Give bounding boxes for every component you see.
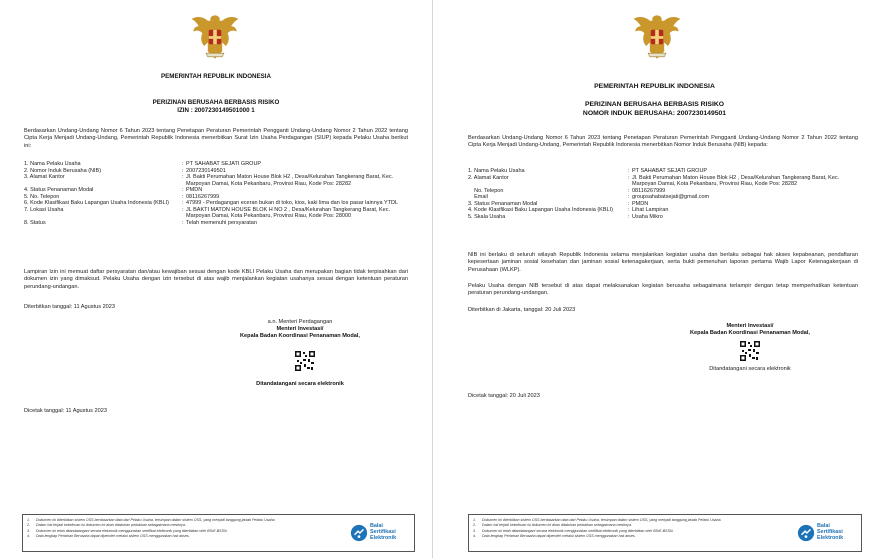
bsre-badge (797, 522, 853, 546)
field-value: Jl. Bakti Perumahan Maton House Blok H2 , Desa/Kelurahan Tangkerang Barat, Kec. Marpoyan Damai, Kota Pekanbaru, Provinsi Riau, Kode Pos: 28282 (632, 174, 840, 187)
attachment-note: Lampiran Izin ini memuat daftar persyaratan dan/atau kewajiban sesuai dengan kode KBLI Pelaku Usaha dan merupakan bagian tidak terpisahkan dari dokumen izin yang dimaksud. Pelaku Usaha dengan izin tersebut di atas wajib menjalankan kegiatan usahanya sesuai dengan ketentuan peraturan perundang-undangan. (24, 269, 408, 290)
field-label: 1. Nama Pelaku Usaha (24, 161, 81, 167)
bsre-line-1: Balai (370, 523, 383, 529)
bsre-line-3: Elektronik (370, 535, 397, 541)
issued-date: Diterbitkan tanggal: 11 Agustus 2023 (24, 304, 116, 310)
field-row: 5. Skala Usaha : Usaha Mikro (468, 214, 858, 221)
field-row: 5. No. Telepon : 08116267999 (24, 194, 408, 201)
field-row: No. Telepon : 08116267999 (468, 188, 858, 195)
field-row: 4. Kode Klasifikasi Baku Lapangan Usaha Indonesia (KBLI) : Lihat Lampiran (468, 207, 858, 214)
sig-title-2: Kepala Badan Koordinasi Penanaman Modal, (240, 333, 360, 339)
field-value: 08116267999 (632, 187, 666, 194)
bsre-line-2: Sertifikasi (370, 529, 396, 535)
bsre-line-2: Sertifikasi (817, 529, 843, 535)
garuda-emblem-icon (630, 10, 684, 64)
field-value: PT SAHABAT SEJATI GROUP (632, 168, 708, 174)
field-value: JL BAKTI MATON HOUSE BLOK H NO 2 , Desa/Kelurahan Tangkerang Barat, Kec. Marpoyan Damai, Kota Pekanbaru, Provinsi Riau, Kode Pos: 28000 (186, 206, 390, 219)
sig-on-behalf: a.n. Menteri Perdagangan (267, 319, 333, 325)
field-label: 6. Kode Klasifikasi Baku Lapangan Usaha Indonesia (KBLI) (24, 200, 169, 206)
field-label: 8. Status (24, 219, 46, 226)
field-row: 2. Nomor Induk Berusaha (NIB) : 2007230149501 (24, 168, 408, 175)
sig-title-2: Kepala Badan Koordinasi Penanaman Modal, (690, 330, 810, 336)
printed-date: Dicetak tanggal: 11 Agustus 2023 (24, 408, 107, 414)
field-row: 1. Nama Pelaku Usaha : PT SAHABAT SEJATI GROUP (24, 161, 408, 168)
field-value: Usaha Mikro (632, 213, 663, 220)
intro-text: Berdasarkan Undang-Undang Nomor 6 Tahun 2023 tentang Penetapan Peraturan Pemerintah Pengganti Undang-Undang Nomor 2 Tahun 2022 tentang Cipta Kerja Menjadi Undang-Undang, Pemerintah Republik Indonesia menerbitkan Surat Izin Usaha Perdagangan (SIUP) kepada Pelaku Usaha berikut ini: (24, 128, 408, 149)
footer-item: 3. Dokumen ini telah ditandatangani secara elektronik menggunakan sertifikat elektronik yang diterbitkan oleh BSrE-BSSN. (473, 528, 674, 533)
field-label: 5. Skala Usaha (468, 213, 506, 220)
field-label: 4. Kode Klasifikasi Baku Lapangan Usaha Indonesia (KBLI) (468, 207, 613, 213)
field-row: 2. Alamat Kantor : Jl. Bakti Perumahan Maton House Blok H2 , Desa/Kelurahan Tangkerang Barat, Kec. Marpoyan Damai, Kota Pekanbaru, Provinsi Riau, Kode Pos: 28282 (468, 175, 858, 188)
field-row: Email : groupsahabatsejati@gmail.com (468, 194, 858, 201)
signed-electronically: Ditandatangani secara elektronik (256, 381, 344, 387)
doc-title: PERIZINAN BERUSAHA BERBASIS RISIKO (584, 101, 725, 108)
field-label: 7. Lokasi Usaha (24, 206, 64, 213)
field-label: 4. Status Penanaman Modal (24, 187, 94, 193)
bsre-badge (350, 522, 406, 546)
footer-item: 1. Dokumen ini diterbitkan sistem OSS berdasarkan data dari Pelaku Usaha, tersimpan dalam sistem OSS, yang menjadi tanggung jawab Pelaku Usaha. (27, 518, 276, 522)
field-label: Email (468, 194, 488, 200)
document-nib (434, 0, 875, 558)
field-value: groupsahabatsejati@gmail.com (632, 194, 710, 200)
footer-item: 4. Data lengkap Perizinan Berusaha dapat diperoleh melalui sistem OSS menggunakan hak akses. (27, 534, 190, 539)
garuda-emblem-icon (188, 10, 242, 64)
bsre-logo-icon (797, 524, 815, 542)
field-row: 1. Nama Pelaku Usaha : PT SAHABAT SEJATI GROUP (468, 168, 858, 175)
business-details (24, 161, 408, 226)
footer-item: 3. Dokumen ini telah ditandatangani secara elektronik menggunakan sertifikat elektronik yang diterbitkan oleh BSrE-BSSN. (27, 528, 228, 533)
field-value: PT SAHABAT SEJATI GROUP (186, 161, 262, 167)
field-value: 08116267999 (186, 193, 220, 200)
qr-code-icon (739, 340, 761, 362)
footer-item: 4. Data lengkap Perizinan Berusaha dapat diperoleh melalui sistem OSS menggunakan hak akses. (473, 534, 636, 539)
field-row: 3. Status Penanaman Modal : PMDN (468, 201, 858, 208)
intro-text: Berdasarkan Undang-Undang Nomor 6 Tahun 2023 tentang Penetapan Peraturan Pemerintah Pengganti Undang-Undang Nomor 2 Tahun 2022 tentang Cipta Kerja Menjadi Undang-Undang, Pemerintah Republik Indonesia menerbitkan Nomor Induk Berusaha (NIB) kepada: (468, 135, 858, 149)
document-siup (0, 0, 433, 558)
footer-item: 2. Dalam hal terjadi kekeliruan isi dokumen ini akan dilakukan perbaikan sebagaimana mestinya. (27, 523, 186, 528)
signature-block (200, 319, 400, 340)
field-value: Telah memenuhi persyaratan (186, 219, 257, 226)
field-label: 3. Status Penanaman Modal (468, 200, 538, 207)
field-label: 2. Nomor Induk Berusaha (NIB) (24, 167, 102, 174)
field-label: 3. Alamat Kantor (24, 174, 65, 180)
footer-list (27, 518, 327, 540)
field-label: 2. Alamat Kantor (468, 174, 509, 181)
doc-title: PERIZINAN BERUSAHA BERBASIS RISIKO (152, 99, 280, 106)
sig-title-1: Menteri Investasi/ (726, 323, 774, 329)
field-value: Lihat Lampiran (632, 207, 669, 213)
field-value: PMDN (186, 187, 203, 193)
field-row: 8. Status : Telah memenuhi persyaratan (24, 220, 408, 227)
footer-list (473, 518, 773, 540)
field-row: 3. Alamat Kantor : Jl. Bakti Perumahan Maton House Blok H2 , Desa/Kelurahan Tangkerang Barat, Kec. Marpoyan Damai, Kota Pekanbaru, Provinsi Riau, Kode Pos: 28282 (24, 174, 408, 187)
signature-block (650, 323, 850, 337)
qr-code-icon (294, 350, 316, 372)
field-row: 4. Status Penanaman Modal : PMDN (24, 187, 408, 194)
nib-number: NOMOR INDUK BERUSAHA: 2007230149501 (582, 110, 727, 117)
field-label: 1. Nama Pelaku Usaha (468, 168, 525, 174)
bsre-logo-icon (350, 524, 368, 542)
bsre-line-3: Elektronik (817, 535, 844, 541)
field-value: Jl. Bakti Perumahan Maton House Blok H2 , Desa/Kelurahan Tangkerang Barat, Kec. Marpoyan Damai, Kota Pekanbaru, Provinsi Riau, Kode Pos: 28282 (186, 174, 394, 187)
field-value: 47999 - Perdagangan eceran bukan di toko, kios, kaki lima dan los pasar lainnya YTDL (186, 200, 399, 206)
footer-notes (468, 514, 862, 552)
field-label: No. Telepon (468, 187, 504, 194)
field-value: 2007230149501 (186, 167, 226, 174)
bsre-line-1: Balai (817, 523, 830, 529)
footer-item: 1. Dokumen ini diterbitkan sistem OSS berdasarkan data dari Pelaku Usaha, tersimpan dalam sistem OSS, yang menjadi tanggung jawab Pelaku Usaha. (473, 518, 722, 522)
field-label: 5. No. Telepon (24, 193, 60, 200)
gov-header: PEMERINTAH REPUBLIK INDONESIA (161, 73, 271, 80)
sig-title-1: Menteri Investasi/ (276, 326, 324, 332)
field-row: 7. Lokasi Usaha : JL BAKTI MATON HOUSE BLOK H NO 2 , Desa/Kelurahan Tangkerang Barat, Kec. Marpoyan Damai, Kota Pekanbaru, Provinsi Riau, Kode Pos: 28000 (24, 207, 408, 220)
footer-item: 2. Dalam hal terjadi kekeliruan isi dokumen ini akan dilakukan perbaikan sebagaimana mestinya. (473, 523, 632, 528)
gov-header: PEMERINTAH REPUBLIK INDONESIA (594, 83, 715, 90)
printed-date: Dicetak tanggal: 20 Juli 2023 (468, 393, 540, 399)
issued-date: Diterbitkan di Jakarta, tanggal: 20 Juli 2023 (468, 307, 576, 313)
signed-electronically: Ditandatangani secara elektronik (709, 366, 791, 372)
footer-notes (22, 514, 415, 552)
field-row: 6. Kode Klasifikasi Baku Lapangan Usaha Indonesia (KBLI) : 47999 - Perdagangan eceran bukan di toko, kios, kaki lima dan los pasar lainnya YTDL (24, 200, 408, 207)
business-details (468, 168, 858, 220)
activity-note: Pelaku Usaha dengan NIB tersebut di atas dapat melaksanakan kegiatan berusaha sebagaimana terlampir dengan tetap memperhatikan ketentuan peraturan perundang-undangan. (468, 283, 858, 297)
permit-number: IZIN : 2007230149501000 1 (177, 107, 255, 114)
field-value: PMDN (632, 200, 649, 207)
nib-validity-note: NIB ini berlaku di seluruh wilayah Republik Indonesia selama menjalankan kegiatan usaha dan berlaku sebagai hak akses kepabeanan, pendaftaran kepesertaan jaminan sosial kesehatan dan jaminan sosial ketenagakerjaan, serta bukti pemenuhan laporan pertama Wajib Lapor Ketenagakerjaan di Perusahaan (WLKP). (468, 252, 858, 273)
